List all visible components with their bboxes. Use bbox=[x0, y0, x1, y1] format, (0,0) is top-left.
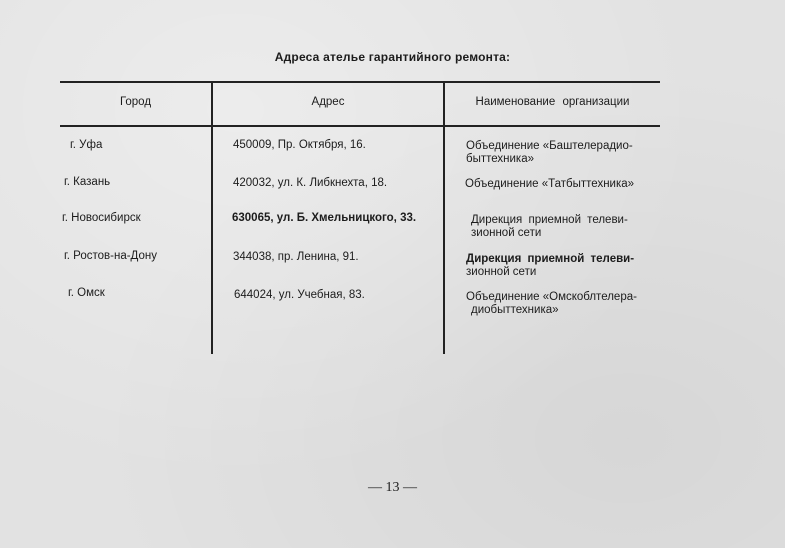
row-2-organization-line-1: Объединение «Татбыттехника» bbox=[465, 178, 635, 190]
row-3-city: г. Новосибирск bbox=[62, 212, 141, 224]
row-5-address: 644024, ул. Учебная, 83. bbox=[234, 289, 365, 301]
row-4-city: г. Ростов-на-Дону bbox=[64, 250, 157, 262]
row-4-address: 344038, пр. Ленина, 91. bbox=[233, 251, 359, 263]
row-1-organization-line-1: Объединение «Баштелерадио- bbox=[466, 140, 633, 152]
row-3-organization-line-2: зионной сети bbox=[471, 227, 542, 239]
header-city: Город bbox=[119, 96, 152, 108]
row-1-address: 450009, Пр. Октября, 16. bbox=[233, 139, 366, 151]
column-divider-1 bbox=[211, 83, 213, 354]
header-address: Адрес bbox=[311, 96, 345, 108]
page-number: — 13 — bbox=[368, 480, 417, 495]
row-2-city: г. Казань bbox=[64, 176, 111, 188]
row-5-organization-line-2: диобыттехника» bbox=[471, 304, 559, 316]
row-5-organization-line-1: Объединение «Омскоблтелера- bbox=[466, 291, 637, 303]
document-title: Адреса ателье гарантийного ремонта: bbox=[274, 50, 511, 64]
row-4-organization-line-2: зионной сети bbox=[466, 266, 537, 278]
row-1-city: г. Уфа bbox=[70, 139, 103, 151]
row-3-address: 630065, ул. Б. Хмельницкого, 33. bbox=[232, 212, 417, 224]
row-5-city: г. Омск bbox=[68, 287, 105, 299]
table-top-rule bbox=[60, 81, 660, 83]
column-divider-2 bbox=[443, 83, 445, 354]
row-1-organization-line-2: быттехника» bbox=[466, 153, 535, 165]
row-2-address: 420032, ул. К. Либкнехта, 18. bbox=[233, 177, 388, 189]
table-header-rule bbox=[60, 125, 660, 127]
row-4-organization-line-1: Дирекция приемной телеви- bbox=[466, 253, 635, 265]
row-3-organization-line-1: Дирекция приемной телеви- bbox=[471, 214, 628, 226]
header-organization: Наименование организации bbox=[475, 96, 630, 108]
